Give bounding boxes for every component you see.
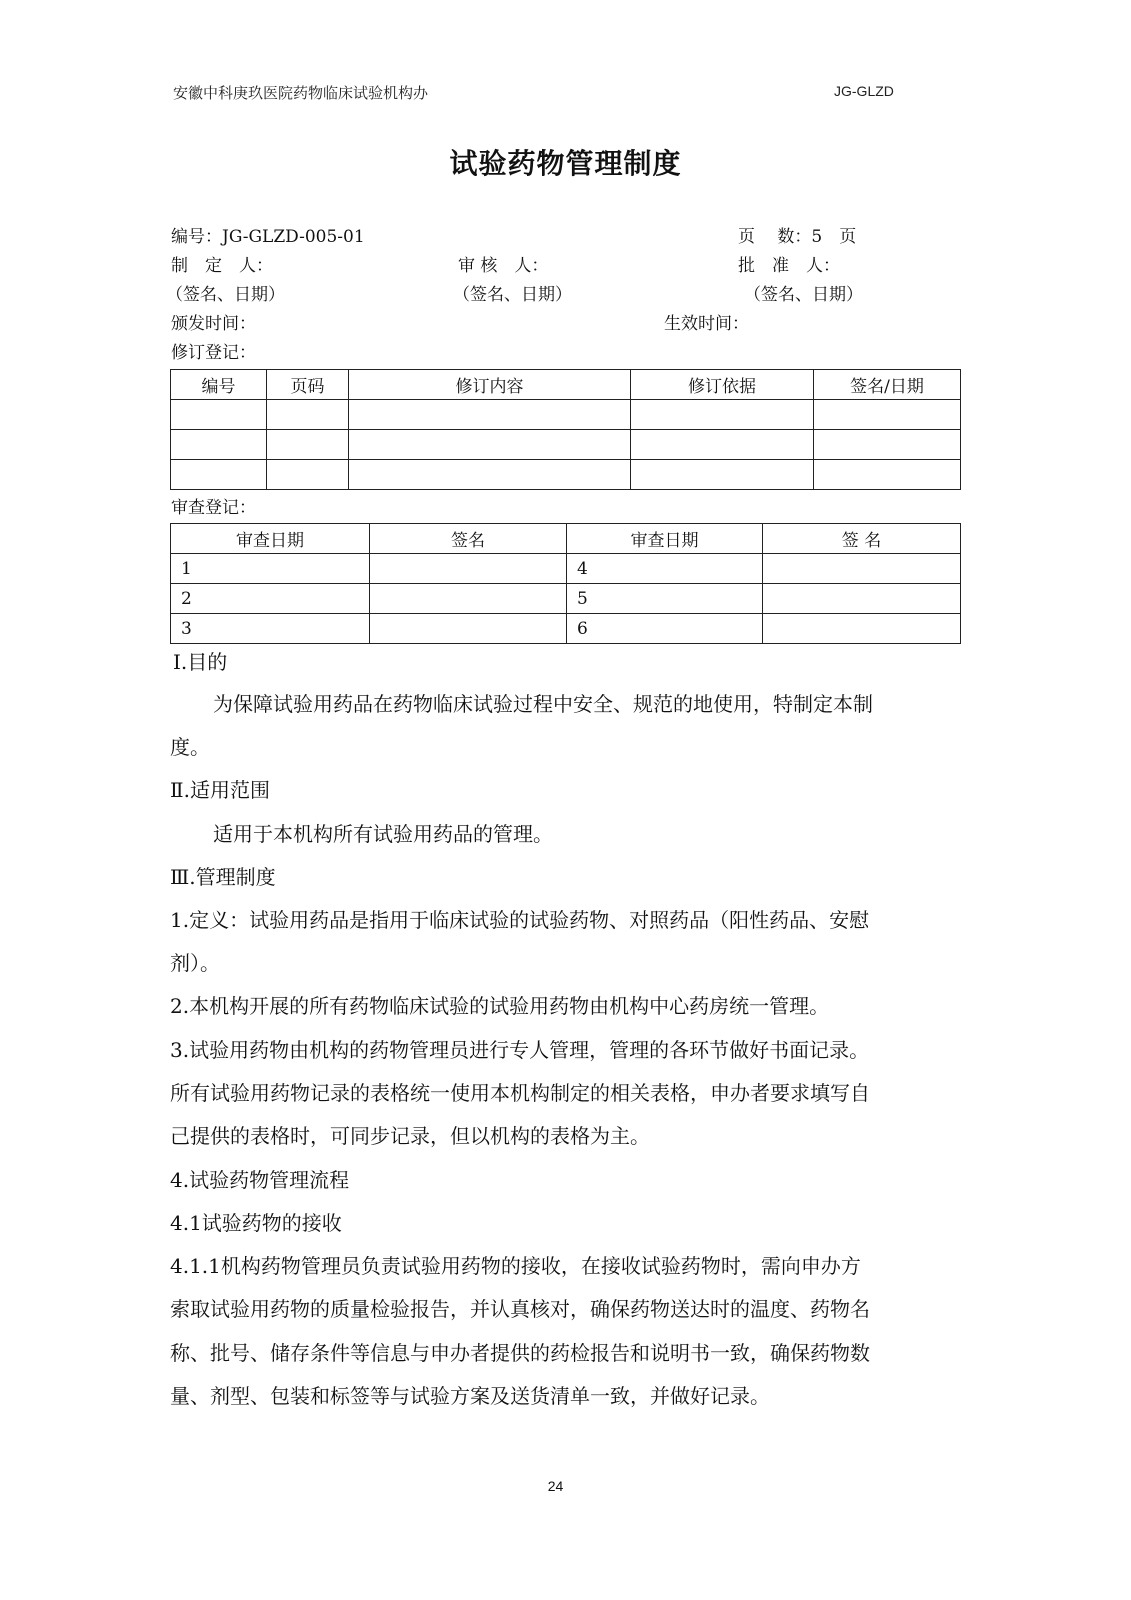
- revision-header-number: 编号: [171, 370, 267, 400]
- table-cell[interactable]: 4: [567, 554, 763, 584]
- clause-3-line-2: 所有试验用药物记录的表格统一使用本机构制定的相关表格，申办者要求填写自: [170, 1081, 870, 1105]
- table-cell[interactable]: [267, 460, 349, 490]
- clause-4-1-1-line-2: 索取试验用药物的质量检验报告，并认真核对，确保药物送达时的温度、药物名: [170, 1297, 870, 1321]
- review-header-date-2: 审查日期: [567, 524, 763, 554]
- table-row: [171, 554, 961, 584]
- sign-date-hint-drafter: （签名、日期）: [166, 285, 285, 305]
- table-cell[interactable]: [631, 400, 814, 430]
- section-2-paragraph: 适用于本机构所有试验用药品的管理。: [213, 822, 553, 846]
- revision-table: [170, 369, 961, 490]
- table-cell[interactable]: [171, 430, 267, 460]
- clause-4-1-1-line-1: 4.1.1机构药物管理员负责试验用药物的接收，在接收试验药物时，需向申办方: [170, 1254, 861, 1278]
- table-row: [171, 400, 961, 430]
- header-doc-code: JG-GLZD: [834, 83, 894, 99]
- table-cell[interactable]: [349, 430, 631, 460]
- revision-header-content: 修订内容: [349, 370, 631, 400]
- review-header-sign-1: 签名: [370, 524, 567, 554]
- table-cell[interactable]: 5: [567, 584, 763, 614]
- document-number: 编号：JG-GLZD-005-01: [171, 227, 365, 247]
- clause-3-line-1: 3.试验用药物由机构的药物管理员进行专人管理，管理的各环节做好书面记录。: [170, 1038, 870, 1062]
- review-table-header: [171, 524, 961, 554]
- table-cell[interactable]: [631, 460, 814, 490]
- page-number: 24: [547, 1478, 564, 1494]
- table-cell[interactable]: [370, 614, 567, 644]
- clause-4-1-heading: 4.1试验药物的接收: [170, 1211, 342, 1235]
- page-count: 页 数：5 页: [738, 227, 857, 247]
- table-cell[interactable]: 2: [171, 584, 370, 614]
- revision-header-basis: 修订依据: [631, 370, 814, 400]
- reviewer-label: 审 核 人：: [458, 256, 549, 276]
- section-1-heading: Ⅰ.目的: [173, 650, 228, 674]
- revision-header-page: 页码: [267, 370, 349, 400]
- clause-4-1-1-line-3: 称、批号、储存条件等信息与申办者提供的药检报告和说明书一致，确保药物数: [170, 1341, 870, 1365]
- section-3-heading: Ⅲ.管理制度: [170, 865, 276, 889]
- table-row: [171, 584, 961, 614]
- review-header-sign-2: 签 名: [763, 524, 961, 554]
- table-cell[interactable]: [370, 554, 567, 584]
- table-row: [171, 460, 961, 490]
- table-cell[interactable]: [763, 584, 961, 614]
- table-cell[interactable]: 6: [567, 614, 763, 644]
- table-cell[interactable]: [171, 400, 267, 430]
- section-1-paragraph-line-1: 为保障试验用药品在药物临床试验过程中安全、规范的地使用，特制定本制: [213, 692, 873, 716]
- clause-4-1-1-line-4: 量、剂型、包装和标签等与试验方案及送货清单一致，并做好记录。: [170, 1384, 770, 1408]
- table-cell[interactable]: [763, 554, 961, 584]
- review-log-label: 审查登记：: [171, 498, 256, 518]
- revision-log-label: 修订登记：: [171, 343, 256, 363]
- revision-table-header: [171, 370, 961, 400]
- approver-label: 批 准 人：: [738, 256, 840, 276]
- table-cell[interactable]: [631, 430, 814, 460]
- revision-header-sign-date: 签名/日期: [814, 370, 961, 400]
- table-cell[interactable]: [267, 400, 349, 430]
- review-table: [170, 523, 961, 644]
- table-cell[interactable]: [814, 460, 961, 490]
- table-cell[interactable]: [814, 430, 961, 460]
- table-cell[interactable]: [267, 430, 349, 460]
- table-cell[interactable]: [349, 460, 631, 490]
- table-cell[interactable]: [171, 460, 267, 490]
- clause-1-line-2: 剂）。: [170, 951, 220, 975]
- table-row: [171, 430, 961, 460]
- sign-date-hint-approver: （签名、日期）: [744, 285, 863, 305]
- sign-date-hint-reviewer: （签名、日期）: [453, 285, 572, 305]
- issue-time-label: 颁发时间：: [171, 314, 256, 334]
- header-institution: 安徽中科庚玖医院药物临床试验机构办: [173, 84, 429, 102]
- section-1-paragraph-line-2: 度。: [170, 735, 210, 759]
- document-title: 试验药物管理制度: [449, 147, 682, 180]
- clause-3-line-3: 己提供的表格时，可同步记录，但以机构的表格为主。: [170, 1124, 650, 1148]
- table-cell[interactable]: [349, 400, 631, 430]
- review-header-date-1: 审查日期: [171, 524, 370, 554]
- table-cell[interactable]: [763, 614, 961, 644]
- clause-2: 2.本机构开展的所有药物临床试验的试验用药物由机构中心药房统一管理。: [170, 994, 830, 1018]
- table-row: [171, 614, 961, 644]
- table-cell[interactable]: 1: [171, 554, 370, 584]
- clause-1-line-1: 1.定义：试验用药品是指用于临床试验的试验药物、对照药品（阳性药品、安慰: [170, 908, 870, 932]
- drafter-label: 制 定 人：: [171, 256, 273, 276]
- effective-time-label: 生效时间：: [664, 314, 749, 334]
- table-cell[interactable]: [370, 584, 567, 614]
- clause-4-heading: 4.试验药物管理流程: [170, 1168, 350, 1192]
- section-2-heading: Ⅱ.适用范围: [170, 778, 270, 802]
- table-cell[interactable]: 3: [171, 614, 370, 644]
- table-cell[interactable]: [814, 400, 961, 430]
